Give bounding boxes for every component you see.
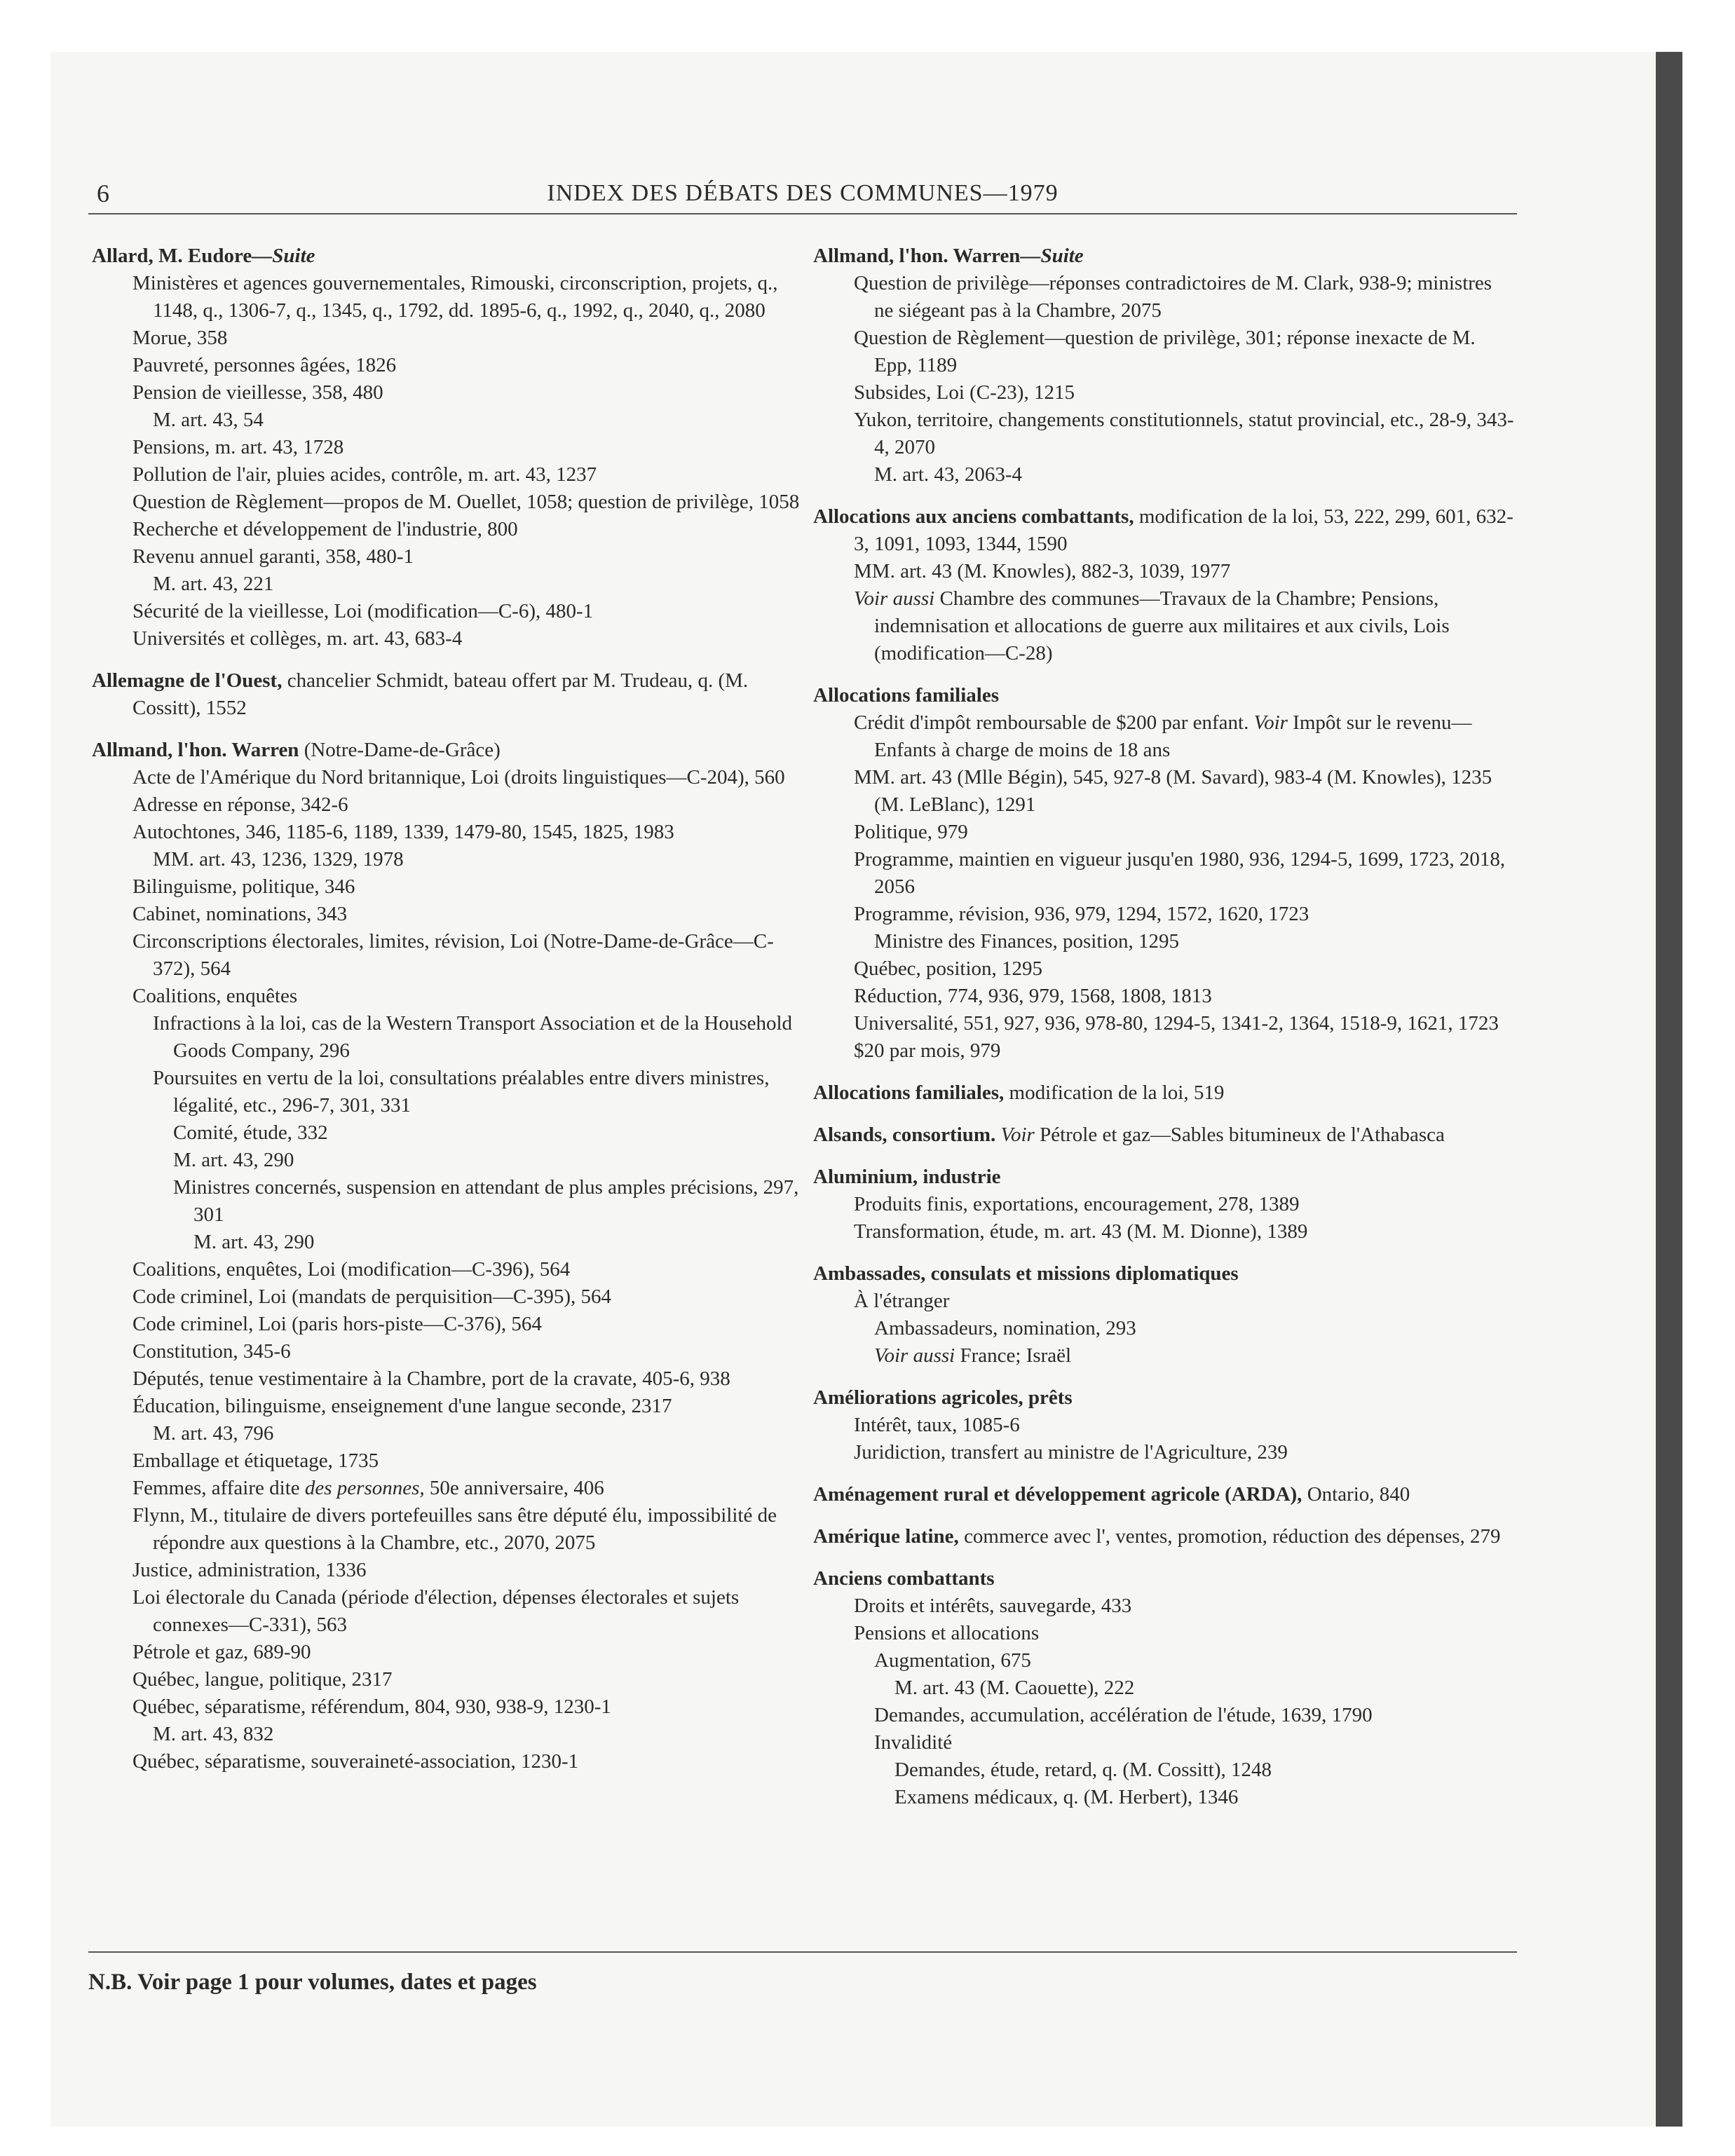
subentry-line (854, 1342, 1514, 1370)
subentry-line: Québec, langue, politique, 2317 (132, 1668, 393, 1691)
subentry-line: MM. art. 43 (M. Knowles), 882-3, 1039, 1977 (854, 560, 1231, 582)
subentry-line: Coalitions, enquêtes, Loi (modification—C-396), 564 (132, 1258, 571, 1281)
running-title: INDEX DES DÉBATS DES COMMUNES—1979 (547, 180, 1059, 206)
entry-heading (813, 1384, 1514, 1412)
index-entry (813, 1164, 1514, 1246)
subentry-line: M. art. 43, 832 (153, 1723, 274, 1745)
entry-heading-text: Allmand, l'hon. Warren (813, 245, 1021, 267)
entry-heading-text: Alsands, consortium. (813, 1124, 996, 1146)
subentry-line: Examens médicaux, q. (M. Herbert), 1346 (894, 1786, 1239, 1808)
entry-heading-text: Anciens combattants (813, 1567, 995, 1590)
subentry-line: Infractions à la loi, cas de la Western Transport Association et de la Household Goods Company, 296 (153, 1012, 793, 1062)
entry-heading-rest: commerce avec l', ventes, promotion, réduction des dépenses, 279 (958, 1525, 1501, 1548)
subentry-line: Universités et collèges, m. art. 43, 683-4 (132, 627, 463, 650)
entry-heading-rest: Ontario, 840 (1302, 1483, 1410, 1506)
index-entry (813, 1079, 1514, 1107)
subentry-line: Recherche et développement de l'industrie, 800 (132, 518, 518, 540)
subentry-line: Droits et intérêts, sauvegarde, 433 (854, 1595, 1132, 1617)
subentry-line: $20 par mois, 979 (854, 1039, 1001, 1062)
subentry-line: M. art. 43, 221 (153, 573, 274, 595)
entry-heading (813, 1565, 1514, 1592)
subentry-text: Impôt sur le revenu—Enfants à charge de moins de 18 ans (874, 711, 1472, 761)
index-entry (813, 1384, 1514, 1466)
entry-heading (92, 737, 807, 764)
entry-heading-text: Allmand, l'hon. Warren (92, 739, 299, 761)
subentry-line: Constitution, 345-6 (132, 1340, 291, 1363)
entry-heading (813, 1164, 1514, 1191)
subentry-line (834, 709, 1514, 764)
entry-heading-text: Allocations familiales, (813, 1082, 1005, 1104)
entry-heading-text: Allocations familiales (813, 684, 1000, 707)
subentry-line: Intérêt, taux, 1085-6 (854, 1414, 1020, 1436)
entry-heading-text: Allard, M. Eudore (92, 245, 252, 267)
subentry-line: Loi électorale du Canada (période d'élection, dépenses électorales et sujets connexes—C-331), 563 (132, 1586, 740, 1636)
subentry-line: Demandes, étude, retard, q. (M. Cossitt), 1248 (894, 1759, 1272, 1781)
index-entry (92, 243, 807, 653)
subentry-line: Pensions, m. art. 43, 1728 (132, 436, 344, 458)
subentry-line: Produits finis, exportations, encouragement, 278, 1389 (854, 1193, 1300, 1215)
subentry-line: Code criminel, Loi (mandats de perquisition—C-395), 564 (132, 1285, 611, 1308)
subentry-line: Ministre des Finances, position, 1295 (874, 930, 1179, 953)
entry-heading (92, 243, 807, 270)
subentry-line: Circonscriptions électorales, limites, révision, Loi (Notre-Dame-de-Grâce—C-372), 564 (132, 930, 774, 980)
page-number: 6 (97, 179, 109, 207)
subentry-line: Flynn, M., titulaire de divers portefeuilles sans être député élu, impossibilité de répondre aux questions à la Chambre, etc., 2070, 2075 (132, 1504, 777, 1554)
subentry-line: Acte de l'Amérique du Nord britannique, Loi (droits linguistiques—C-204), 560 (132, 766, 785, 789)
subentry-line: Ministères et agences gouvernementales, Rimouski, circonscription, projets, q., 1148, q., 1306-7, q., 1345, q., 1792, dd. 1895-6, q., 1992, q., 2040, q., 2080 (132, 272, 778, 322)
subentry-text: Crédit d'impôt remboursable de $200 par enfant. (854, 711, 1254, 734)
subentry-italic: Voir (1253, 711, 1288, 734)
entry-heading-suite: —Suite (1020, 245, 1084, 267)
subentry-line: Juridiction, transfert au ministre de l'Agriculture, 239 (854, 1441, 1288, 1464)
entry-heading-see: Voir (995, 1124, 1035, 1146)
subentry-line: MM. art. 43, 1236, 1329, 1978 (153, 848, 404, 871)
entry-heading-suite: —Suite (252, 245, 315, 267)
index-entry (813, 682, 1514, 1065)
entry-heading (92, 667, 807, 722)
page-header (88, 177, 1517, 214)
subentry-line: M. art. 43, 796 (153, 1422, 274, 1445)
entry-heading (813, 1079, 1514, 1107)
index-entry (813, 1260, 1514, 1370)
entry-heading-text: Allocations aux anciens combattants, (813, 505, 1134, 528)
entry-heading (813, 1523, 1514, 1550)
subentry-line: Subsides, Loi (C-23), 1215 (854, 381, 1075, 404)
subentry-line: Code criminel, Loi (paris hors-piste—C-376), 564 (132, 1313, 542, 1335)
subentry-line (834, 585, 1514, 667)
subentry-line: M. art. 43 (M. Caouette), 222 (894, 1677, 1135, 1699)
subentry-line: Universalité, 551, 927, 936, 978-80, 1294-5, 1341-2, 1364, 1518-9, 1621, 1723 (854, 1012, 1499, 1035)
subentry-line: Question de Règlement—propos de M. Ouellet, 1058; question de privilège, 1058 (132, 491, 800, 513)
entry-heading-text: Amérique latine, (813, 1525, 959, 1548)
subentry-line: Invalidité (874, 1731, 953, 1754)
entry-heading (813, 1260, 1514, 1288)
subentry-line: Sécurité de la vieillesse, Loi (modification—C-6), 480-1 (132, 600, 594, 622)
entry-heading (813, 1481, 1514, 1508)
subentry-line: Programme, maintien en vigueur jusqu'en 1980, 936, 1294-5, 1699, 1723, 2018, 2056 (854, 848, 1506, 898)
subentry-line: M. art. 43, 290 (193, 1231, 315, 1253)
entry-heading-rest: Pétrole et gaz—Sables bitumineux de l'Athabasca (1034, 1124, 1445, 1146)
subentry-line: Demandes, accumulation, accélération de l'étude, 1639, 1790 (874, 1704, 1373, 1726)
subentry-text: France; Israël (955, 1344, 1072, 1367)
subentry-line: Québec, séparatisme, souveraineté-association, 1230-1 (132, 1750, 579, 1773)
subentry-line: Question de privilège—réponses contradictoires de M. Clark, 938-9; ministres ne siégeant pas à la Chambre, 2075 (854, 272, 1492, 322)
index-entry (813, 503, 1514, 667)
subentry-line: Yukon, territoire, changements constitutionnels, statut provincial, etc., 28-9, 343-4, 2070 (854, 409, 1514, 458)
index-entry (92, 737, 807, 1775)
subentry-line: Pétrole et gaz, 689-90 (132, 1641, 311, 1663)
index-entry (813, 1121, 1514, 1149)
entry-heading-text: Aluminium, industrie (813, 1166, 1001, 1188)
subentry-text: Chambre des communes—Travaux de la Chambre; Pensions, indemnisation et allocations de guerre aux militaires et aux civils, Lois (modification—C-28) (874, 587, 1450, 664)
subentry-line: Poursuites en vertu de la loi, consultations préalables entre divers ministres, légalité, etc., 296-7, 301, 331 (153, 1067, 770, 1117)
entry-heading-text: Allemagne de l'Ouest, (92, 669, 283, 692)
subentry-italic: des personnes, (304, 1477, 425, 1499)
subentry-line: Pollution de l'air, pluies acides, contrôle, m. art. 43, 1237 (132, 463, 597, 486)
subentry-line: Réduction, 774, 936, 979, 1568, 1808, 1813 (854, 985, 1212, 1007)
subentry-line: Pension de vieillesse, 358, 480 (132, 381, 383, 404)
subentry-line: Pensions et allocations (854, 1622, 1040, 1644)
subentry-line: Emballage et étiquetage, 1735 (132, 1449, 379, 1472)
subentry-line: Cabinet, nominations, 343 (132, 903, 348, 925)
entry-heading (813, 243, 1514, 270)
entry-heading-rest: modification de la loi, 53, 222, 299, 601, 632-3, 1091, 1093, 1344, 1590 (854, 505, 1513, 555)
subentry-line: Revenu annuel garanti, 358, 480-1 (132, 545, 414, 568)
subentry-line: Justice, administration, 1336 (132, 1559, 367, 1581)
subentry-line: Coalitions, enquêtes (132, 985, 298, 1007)
subentry-line: Députés, tenue vestimentaire à la Chambre, port de la cravate, 405-6, 938 (132, 1367, 730, 1390)
subentry-line: Ambassadeurs, nomination, 293 (874, 1317, 1136, 1339)
subentry-line: Programme, révision, 936, 979, 1294, 1572, 1620, 1723 (854, 903, 1309, 925)
entry-heading-text: Ambassades, consulats et missions diplomatiques (813, 1262, 1239, 1285)
subentry-line: Augmentation, 675 (874, 1649, 1031, 1672)
scan-edge-bar (1656, 52, 1682, 2127)
footer-rule (88, 1951, 1517, 1953)
index-column-right (813, 243, 1514, 1826)
subentry-line: Question de Règlement—question de privilège, 301; réponse inexacte de M. Epp, 1189 (854, 327, 1476, 376)
entry-heading (813, 503, 1514, 558)
subentry-line: À l'étranger (854, 1290, 950, 1312)
subentry-line: Politique, 979 (854, 821, 968, 843)
footer-note: N.B. Voir page 1 pour volumes, dates et pages (88, 1970, 537, 1995)
subentry-line: Morue, 358 (132, 327, 228, 349)
subentry-line: M. art. 43, 290 (173, 1149, 294, 1171)
entry-heading-text: Améliorations agricoles, prêts (813, 1386, 1073, 1409)
subentry-line: Pauvreté, personnes âgées, 1826 (132, 354, 397, 376)
entry-heading-text: Aménagement rural et développement agricole (ARDA), (813, 1483, 1302, 1506)
entry-heading-rest: chancelier Schmidt, bateau offert par M. Trudeau, q. (M. Cossitt), 1552 (132, 669, 749, 719)
subentry-text: Femmes, affaire dite (132, 1477, 305, 1499)
subentry-line: Adresse en réponse, 342-6 (132, 793, 348, 816)
subentry-line: Transformation, étude, m. art. 43 (M. M. Dionne), 1389 (854, 1220, 1308, 1243)
subentry-italic: Voir aussi (874, 1344, 955, 1367)
subentry-line (112, 1475, 807, 1502)
subentry-line: Éducation, bilinguisme, enseignement d'une langue seconde, 2317 (132, 1395, 672, 1417)
subentry-line: M. art. 43, 2063-4 (874, 463, 1023, 486)
subentry-italic: Voir aussi (854, 587, 935, 610)
index-entry (92, 667, 807, 722)
subentry-line: MM. art. 43 (Mlle Bégin), 545, 927-8 (M. Savard), 983-4 (M. Knowles), 1235 (M. LeBlanc), 1291 (854, 766, 1492, 816)
subentry-line: Québec, position, 1295 (854, 957, 1043, 980)
index-entry (813, 1565, 1514, 1811)
entry-heading-rest: modification de la loi, 519 (1004, 1082, 1225, 1104)
index-entry (813, 243, 1514, 489)
subentry-line: Comité, étude, 332 (173, 1121, 328, 1144)
subentry-text: 50e anniversaire, 406 (424, 1477, 604, 1499)
subentry-line: Bilinguisme, politique, 346 (132, 875, 355, 898)
subentry-line: Québec, séparatisme, référendum, 804, 930, 938-9, 1230-1 (132, 1696, 611, 1718)
subentry-line: Autochtones, 346, 1185-6, 1189, 1339, 1479-80, 1545, 1825, 1983 (132, 821, 674, 843)
entry-heading (813, 1121, 1514, 1149)
subentry-line: Ministres concernés, suspension en attendant de plus amples précisions, 297, 301 (173, 1176, 799, 1226)
entry-heading-rest: (Notre-Dame-de-Grâce) (299, 739, 501, 761)
index-entry (813, 1523, 1514, 1550)
index-entry (813, 1481, 1514, 1508)
entry-heading (813, 682, 1514, 709)
index-column-left (92, 243, 807, 1790)
subentry-line: M. art. 43, 54 (153, 409, 264, 431)
